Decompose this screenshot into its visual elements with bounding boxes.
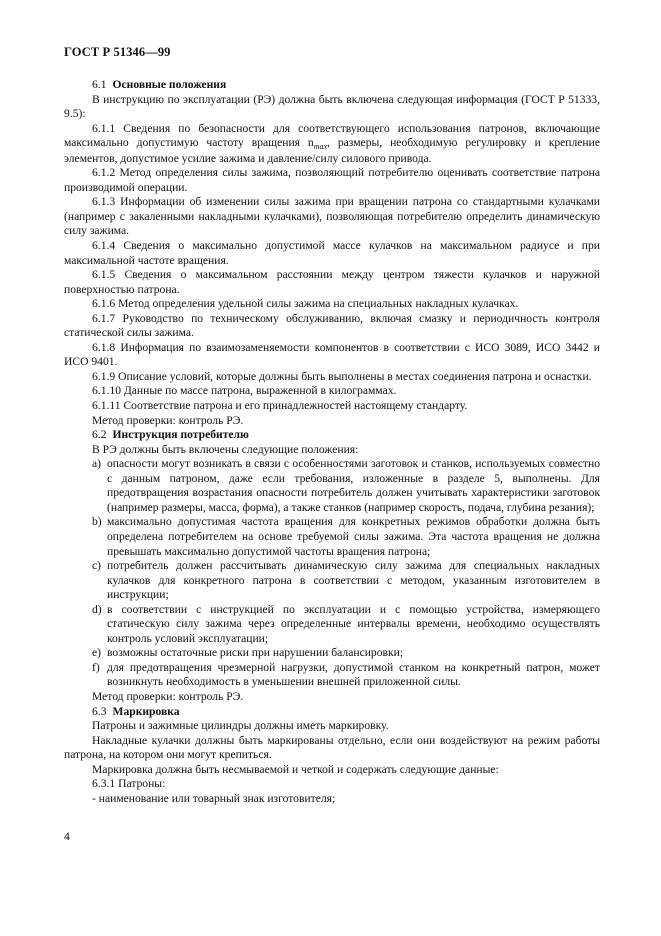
section-title: Маркировка bbox=[112, 704, 180, 718]
list-item: a) опасности могут возникать в связи с особенностями заготовок и станков, используемых совместно с данным патроном, даже если требования, изложенные в разделе 5, выполнены. Для предотвращения возрастания опасности потребитель должен учитывать характеристики заготовок (например размеры, масса, форма), а также станков (например скорость, подача, глубина резания); bbox=[92, 457, 600, 514]
clause-6-1-10: 6.1.10 Данные по массе патрона, выраженной в килограммах. bbox=[92, 384, 397, 398]
document-body bbox=[64, 78, 600, 806]
list-item: d) в соответствии с инструкцией по эксплуатации и с помощью устройства, измеряющего статическую силу зажима через определенные интервалы времени, необходимо осуществлять контроль условий эксплуатации; bbox=[92, 602, 600, 645]
section-heading-6-1 bbox=[64, 78, 600, 93]
document-header: ГОСТ Р 51346—99 bbox=[64, 45, 171, 59]
clause-6-1-7: 6.1.7 Руководство по техническому обслуживанию, включая смазку и периодичность контроля статической силы зажима. bbox=[64, 311, 600, 340]
section-title: Инструкция потребителю bbox=[112, 428, 249, 442]
section-heading-6-2 bbox=[64, 428, 600, 443]
list-item: c) потребитель должен рассчитывать динамическую силу зажима для специальных накладных кулачков для конкретного патрона в соответствии с методом, указанным изготовителем в инструкции; bbox=[92, 559, 600, 602]
dash-list-item: - наименование или товарный знак изготовителя; bbox=[92, 791, 336, 805]
user-instruction-list bbox=[64, 457, 600, 690]
clause-6-1-9: 6.1.9 Описание условий, которые должны быть выполнены в местах соединения патрона и оснастки. bbox=[92, 369, 592, 383]
list-item: f) для предотвращения чрезмерной нагрузки, допустимой станком на конкретный патрон, может возникнуть необходимость в уменьшении внешней приложенной силы. bbox=[92, 660, 600, 689]
check-method: Метод проверки: контроль РЭ. bbox=[92, 413, 244, 427]
section-number: 6.1 bbox=[92, 78, 107, 91]
page-number: 4 bbox=[64, 830, 70, 843]
clause-6-1-6: 6.1.6 Метод определения удельной силы зажима на специальных накладных кулачках. bbox=[92, 297, 519, 311]
clause-6-1-2: 6.1.2 Метод определения силы зажима, позволяющий потребителю оценивать соответствие патрона производимой операции. bbox=[64, 166, 600, 194]
clause-6-1-3: 6.1.3 Информации об изменении силы зажима при вращении патрона со стандартными кулачками (например с закаленными накладными кулачками), позволяющая потребителю определить динамическую силу зажима. bbox=[64, 195, 600, 238]
clause-6-1-8: 6.1.8 Информация по взаимозаменяемости компонентов в соответствии с ИСО 3089, ИСО 3442 и ИСО 9401. bbox=[64, 340, 600, 369]
clause-6-1-11: 6.1.11 Соответствие патрона и его принадлежностей настоящему стандарту. bbox=[92, 399, 468, 413]
marking-paragraph-3: Маркировка должна быть несмываемой и четкой и содержать следующие данные: bbox=[92, 762, 499, 776]
clause-6-1-4: 6.1.4 Сведения о максимально допустимой массе кулачков на максимальном радиусе и при максимальной частоте вращения. bbox=[64, 239, 600, 267]
section-intro: В инструкцию по эксплуатации (РЭ) должна быть включена следующая информация (ГОСТ Р 51333, 9.5): bbox=[64, 92, 600, 121]
marking-paragraph-1: Патроны и зажимные цилиндры должны иметь маркировку. bbox=[92, 719, 389, 733]
check-method: Метод проверки: контроль РЭ. bbox=[92, 689, 244, 703]
clause-6-1-1: 6.1.1 Сведения по безопасности для соответствующего использования патронов, включающие максимально допустимую частоту вращения $n_{max}$, размеры, необходимую регулировку и крепление элементов, допустимое усилие зажима и давление/силу силового привода. bbox=[64, 121, 600, 165]
clause-6-3-1: 6.3.1 Патроны: bbox=[92, 777, 166, 791]
list-item: b) максимально допустимая частота вращения для конкретных режимов обработки должна быть определена потребителем на основе требуемой силы зажима. Эта частота вращения не должна превышать максимально допустимой частоты вращения патрона; bbox=[92, 515, 600, 558]
section-heading-6-3 bbox=[64, 705, 600, 720]
section-number: 6.3 bbox=[92, 704, 107, 718]
clause-6-1-5: 6.1.5 Сведения о максимальном расстоянии между центром тяжести кулачков и наружной поверхностью патрона. bbox=[64, 268, 600, 296]
section-title: Основные положения bbox=[112, 78, 227, 91]
list-item: e) возможны остаточные риски при нарушении балансировки; bbox=[92, 646, 404, 660]
section-number: 6.2 bbox=[92, 428, 107, 442]
section-intro: В РЭ должны быть включены следующие положения: bbox=[92, 442, 359, 456]
marking-paragraph-2: Накладные кулачки должны быть маркированы отдельно, если они воздействуют на режим работы патрона, на котором они могут крепиться. bbox=[64, 733, 600, 762]
